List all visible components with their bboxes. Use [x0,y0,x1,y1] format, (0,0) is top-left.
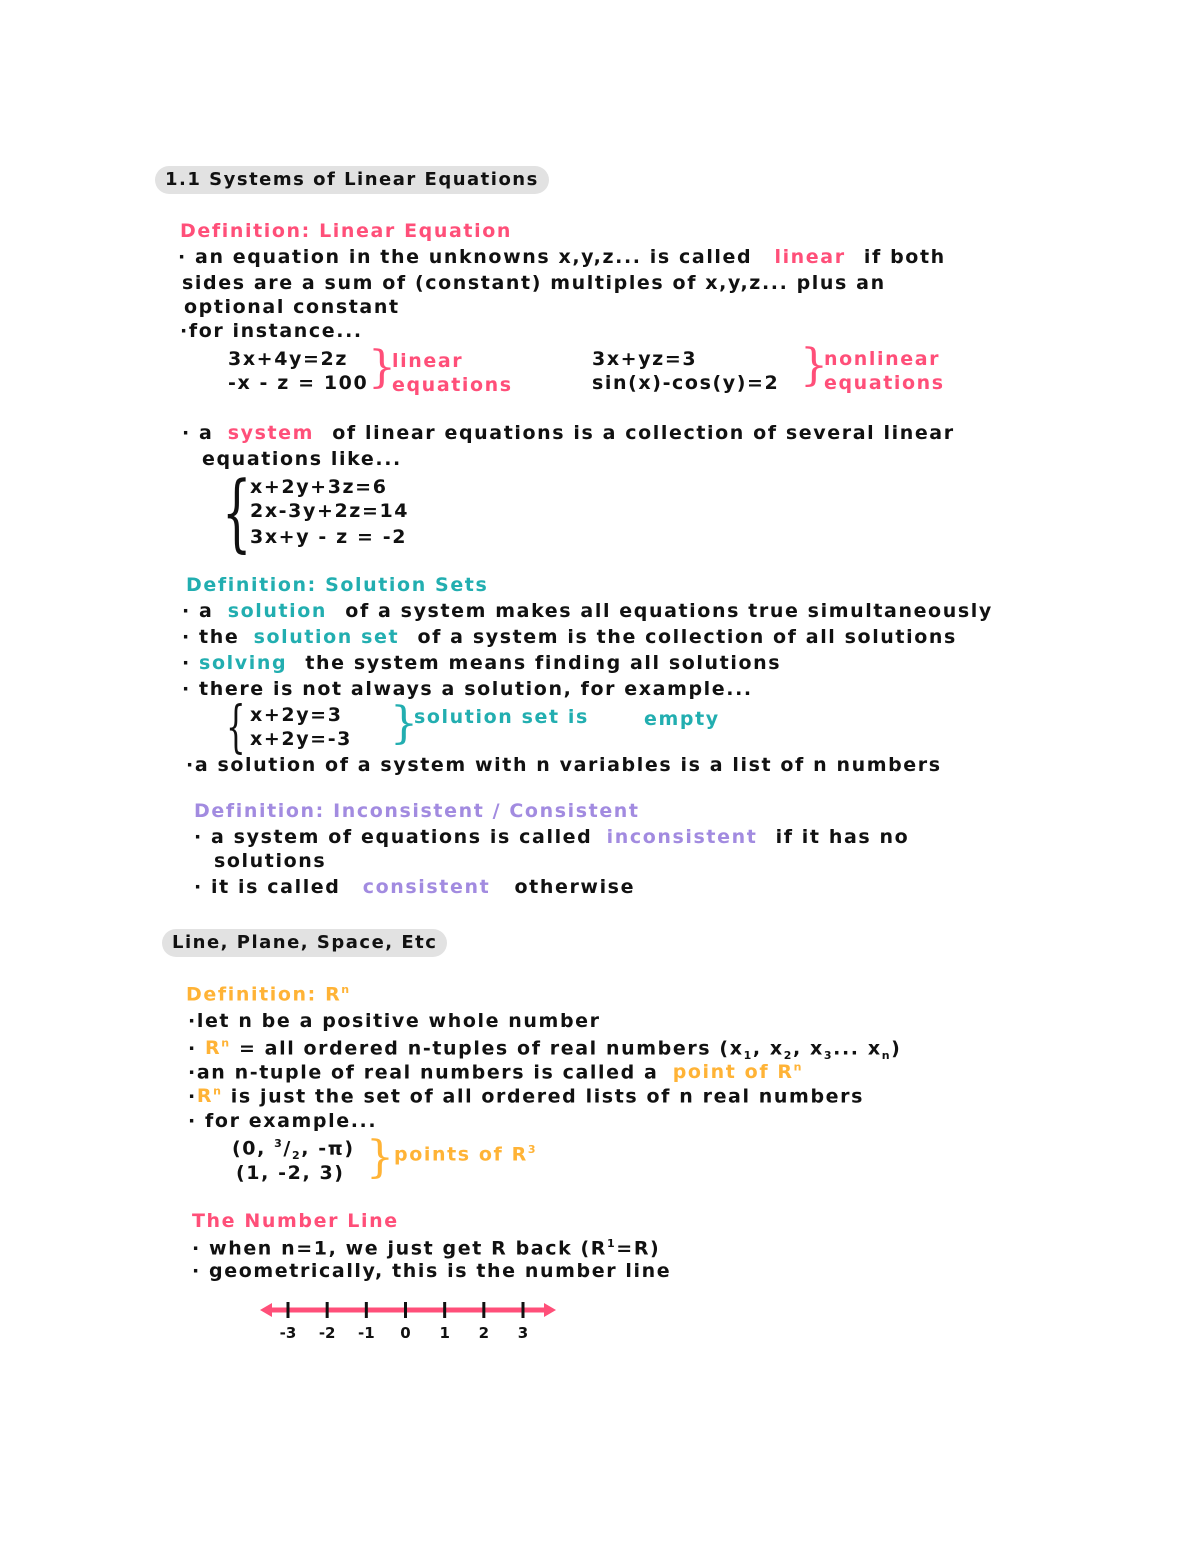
number-line-tick-label: 0 [400,1324,411,1342]
text: is just the set of all ordered lists of n real numbers [230,1085,865,1108]
system-eq-2: 2x-3y+2z=14 [250,500,410,522]
section-title-systems: 1.1 Systems of Linear Equations [155,166,549,194]
bullet-linear-def-line1 [178,248,946,267]
label-nonlinear-equations: equations [824,372,945,394]
curly-brace-icon: } [390,698,418,749]
superscript: 3 [527,1143,538,1156]
heading-def-inconsistent: Definition: Inconsistent / Consistent [194,800,640,822]
text: , -π) [301,1137,355,1160]
bullet-rn-4 [188,1086,864,1106]
keyword-point-of-rn [673,1061,803,1083]
bullet-inconsistent-2 [194,878,635,897]
bullet-dot: · [194,826,212,848]
text: it is called [211,876,341,898]
bullet-number-line-1 [192,1238,660,1258]
subscript: 3 [823,1049,834,1063]
curly-brace-icon: } [366,1132,394,1183]
number-line-tick-label: 2 [478,1324,490,1342]
bullet-number-line-2 [192,1262,671,1281]
keyword-system: system [227,422,315,444]
nonlinear-example-1: 3x+yz=3 [592,348,698,370]
bullet-dot: · [188,1010,197,1032]
bullet-rn-1 [188,1012,601,1031]
superscript: n [341,983,351,996]
superscript: 1 [607,1237,617,1250]
text: of linear equations is a collection of several linear [332,422,955,444]
text: =R) [616,1237,661,1260]
text: for example... [205,1110,378,1132]
bullet-dot: · [192,1237,210,1260]
keyword-solving: solving [199,652,288,674]
linear-example-1: 3x+4y=2z [228,348,348,370]
text: = all ordered n-tuples of real numbers (x [238,1037,744,1060]
label-linear: linear [392,350,464,372]
text: for instance... [188,320,363,342]
bullet-solution-1 [182,602,993,621]
system-eq-1: x+2y+3z=6 [250,476,388,498]
subscript: 2 [783,1049,793,1063]
text: Definition: R [186,983,342,1006]
label-equations: equations [392,374,513,396]
text: the system means finding all solutions [305,652,782,674]
number-line-tick-label: 1 [439,1324,450,1342]
text: a system of equations is called [211,826,593,848]
bullet-dot: · [188,1085,197,1108]
text: a [199,422,214,444]
subscript: 1 [743,1049,753,1063]
text: R [196,1085,214,1108]
system-eq-3: 3x+y - z = -2 [250,526,408,548]
keyword-rn [205,1037,231,1059]
bullet-solution-5 [186,756,942,775]
text: of a system makes all equations true simultaneously [345,600,993,622]
text: ... x [833,1037,882,1060]
bullet-dot: · [182,600,200,622]
heading-def-solution: Definition: Solution Sets [186,574,489,596]
text: point of R [672,1061,794,1084]
number-line-icon [258,1296,558,1346]
number-line-tick-label: -3 [279,1324,297,1342]
bullet-dot: · [188,1037,206,1060]
bullet-dot: · [182,422,200,444]
curly-brace-icon: } [800,340,828,391]
curly-brace-icon: } [368,342,396,393]
arrow-right-icon [544,1303,556,1317]
keyword-inconsistent: inconsistent [606,826,758,848]
bullet-system-line1 [182,424,955,443]
number-line-tick-label: -2 [318,1324,336,1342]
number-line-tick-label: -1 [357,1324,375,1342]
text: let n be a positive whole number [196,1010,601,1032]
text: an equation in the unknowns x,y,z... is called [195,246,753,268]
subscript: n [881,1049,892,1063]
text: a [199,600,214,622]
text: the [199,626,240,648]
heading-number-line: The Number Line [192,1210,399,1232]
nonlinear-example-2: sin(x)-cos(y)=2 [592,372,780,394]
bullet-inconsistent-1 [194,828,909,847]
bullet-dot: · [192,1260,210,1282]
text: of a system is the collection of all solutions [417,626,957,648]
section-title-line-plane: Line, Plane, Space, Etc [162,929,447,957]
bullet-dot: · [182,678,200,700]
keyword-consistent: consistent [362,876,491,898]
point-example-1: (0, $^3/_2$, -π) [232,1137,355,1163]
bullet-linear-def-line3: optional constant [184,296,400,318]
keyword-solution-set: solution set [253,626,400,648]
bullet-dot: · [182,626,200,648]
bullet-solution-2 [182,628,957,647]
text: ) [891,1037,902,1060]
superscript: n [213,1085,223,1098]
number-line-tick-label: 3 [517,1324,529,1342]
label-nonlinear: nonlinear [824,348,941,370]
bullet-linear-def-line2: sides are a sum of (constant) multiples of x,y,z... plus an [182,272,886,294]
text: points of R [394,1143,528,1166]
empty-example-eq-2: x+2y=-3 [250,728,353,750]
bullet-dot: · [194,876,212,898]
left-curly-brace-icon: { [226,695,246,760]
point-example-2: (1, -2, 3) [236,1162,345,1184]
empty-example-eq-1: x+2y=3 [250,704,343,726]
label-points-of-r3 [394,1144,537,1164]
bullet-rn-3 [188,1062,803,1082]
bullet-rn-5 [188,1112,377,1131]
bullet-dot: · [178,246,196,268]
label-empty: empty [644,708,720,730]
bullet-dot: · [180,320,189,342]
bullet-dot: · [182,652,200,674]
bullet-for-instance [180,322,363,341]
superscript: n [793,1061,804,1074]
bullet-system-line2: equations like... [202,448,402,470]
keyword-linear: linear [774,246,846,268]
heading-def-rn [186,984,351,1004]
label-solution-set-is: solution set is [414,706,589,728]
text: there is not always a solution, for example... [199,678,753,700]
text: R [205,1037,222,1060]
text: an n-tuple of real numbers is called a [196,1061,659,1084]
text: if it has no [775,826,910,848]
bullet-rn-2 [188,1038,901,1061]
linear-example-2: -x - z = 100 [228,372,369,394]
keyword-rn [197,1085,223,1107]
bullet-dot: · [188,1110,206,1132]
text: if both [863,246,946,268]
text: , x [752,1037,784,1060]
bullet-dot: · [186,754,195,776]
text: a solution of a system with n variables is a list of n numbers [194,754,942,776]
bullet-inconsistent-1-line2: solutions [214,850,327,872]
fraction-numerator: 3 [274,1137,284,1150]
superscript: n [221,1037,231,1050]
bullet-dot: · [188,1061,197,1084]
text: geometrically, this is the number line [209,1260,672,1282]
text: when n=1, we just get R back (R [209,1237,608,1260]
arrow-left-icon [260,1303,272,1317]
text: , x [793,1037,824,1060]
keyword-solution: solution [227,600,328,622]
bullet-solution-3 [182,654,781,673]
bullet-solution-4 [182,680,753,699]
fraction-denominator: 2 [291,1149,302,1163]
text: (0, [232,1137,275,1160]
text: otherwise [514,876,636,898]
left-curly-brace-icon: { [222,463,252,561]
heading-def-linear: Definition: Linear Equation [180,220,513,242]
